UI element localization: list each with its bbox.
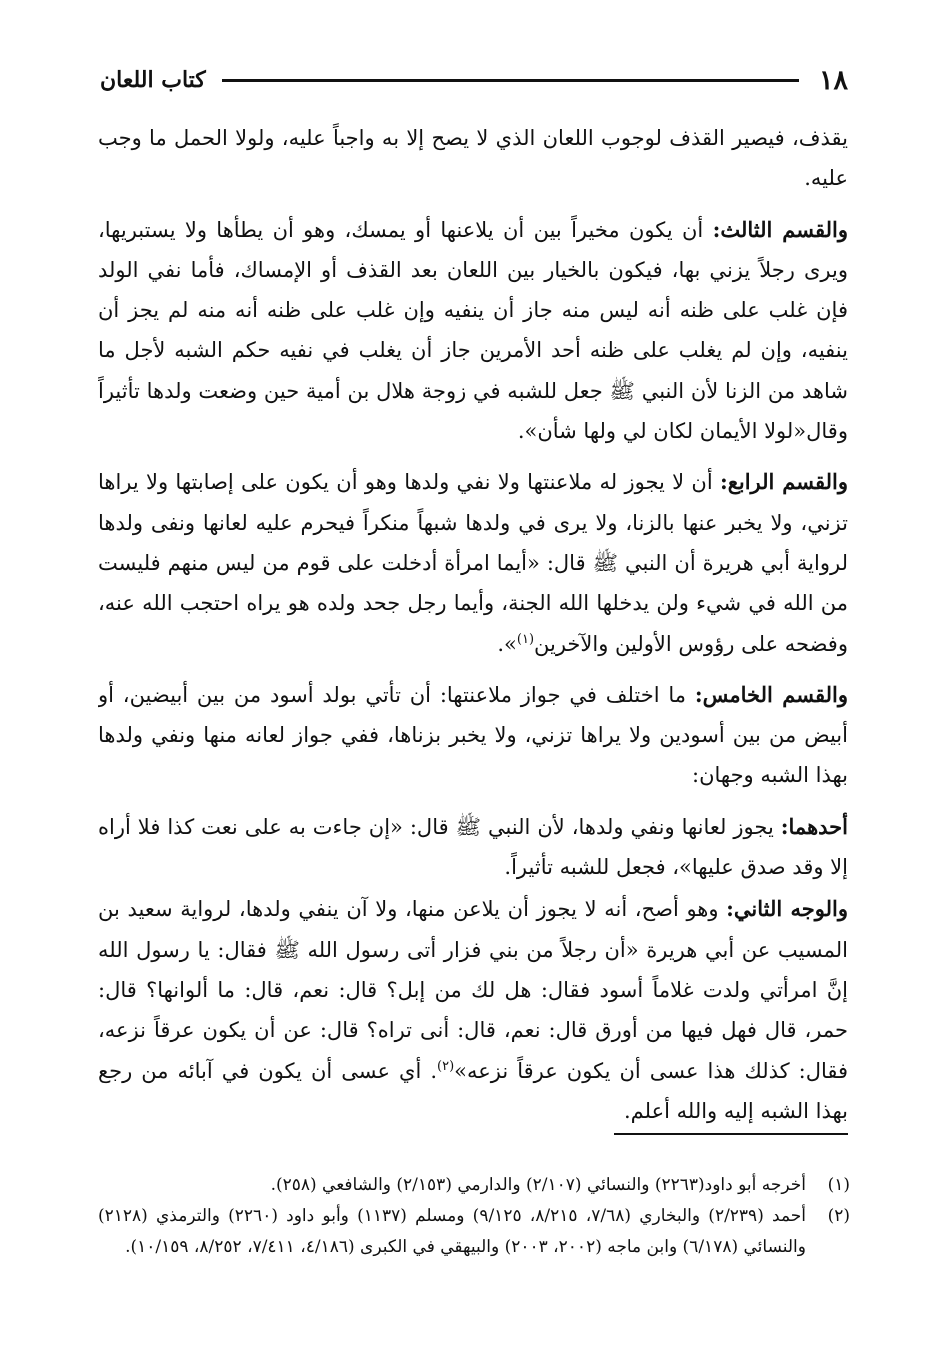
footnote-text: أحمد (٢/٢٣٩) والبخاري (٧/٦٨، ٨/٢١٥، ٩/١٢٥) ومسلم (١١٣٧) وأبو داود (٢٢٦٠) والترمذي (٢١٢٨) والنسائي (٦/١٧٨) وابن ماجه (٢٠٠٢، ٢٠٠٣) والبيهقي في الكبرى (٤/١٨٦، ٧/٤١١، ٨/٢٥٢، ١٠/١٥٩). — [98, 1206, 807, 1257]
paragraph-2 — [98, 210, 848, 452]
footnote-separator — [614, 1133, 848, 1135]
paragraph-1 — [98, 118, 848, 199]
paragraph-6 — [98, 889, 848, 1128]
footnote-mark: (٢) — [827, 1206, 850, 1226]
book-title: كتاب اللعان — [100, 67, 206, 93]
footnote-text: أخرجه أبو داود(٢٢٦٣) والنسائي (٢/١٠٧) والدارمي (٢/١٥٣) والشافعي (٢٥٨). — [270, 1175, 806, 1195]
paragraph-text-end: . أي عسى أن يكون في آبائه من رجع بهذا الشبه إليه والله أعلم. — [98, 1058, 848, 1123]
footnote-mark: (١) — [827, 1175, 850, 1195]
paragraph-text: أن لا يجوز له ملاعنتها ولا نفي ولدها وهو أن يكون على إصابتها ولا يراها تزني، ولا يخبر عنها بالزنا، ولا يرى في ولدها شبهاً منكراً فيحرم عليه لعانها ونفى ولدها لرواية أبي هريرة أن النبي ﷺ قال: «أيما امرأة أدخلت على قوم من ليس منهم فليست من الله في شيء ولن يدخلها الله الجنة، وأيما رجل جحد ولده هو يراه احتجب الله عنه، وفضحه على رؤوس الأولين والآخرين — [98, 470, 848, 656]
paragraph-3 — [98, 462, 848, 663]
footnote-ref: (٢) — [437, 1058, 455, 1074]
paragraph-4 — [98, 675, 848, 796]
paragraph-text: أن يكون مخيراً بين أن يلاعنها أو يمسك، وهو أن يطأها ولا يستبريها، ويرى رجلاً يزني بها، فيكون بالخيار بين اللعان بعد القذف أو الإمساك، فأما نفي الولد فإن غلب على ظنه أنه ليس منه جاز أن ينفيه وإن غلب على ظنه أنه منه لم يجز أن ينفيه، وإن لم يغلب على ظنه أحد الأمرين جاز أن يغلب في نفيه حكم الشبه لأجل ما شاهد من الزنا لأن النبي ﷺ جعل للشبه في زوجة هلال بن أمية حين وضعت ولدها تأثيراً وقال«لولا الأيمان لكان لي ولها شأن». — [98, 217, 848, 444]
section-lead: والوجه الثاني: — [726, 896, 848, 922]
running-header — [100, 60, 848, 100]
paragraph-text: يجوز لعانها ونفي ولدها، لأن النبي ﷺ قال: «إن جاءت به على نعت كذا فلا أراه إلا وقد صدق عليها»، فجعل للشبه تأثيراً. — [98, 814, 848, 880]
main-text — [98, 118, 848, 1128]
footnote-2 — [98, 1201, 850, 1263]
paragraph-5 — [98, 807, 848, 888]
section-lead: والقسم الرابع: — [719, 469, 848, 495]
page-number: ١٨ — [818, 64, 848, 96]
paragraph-text: وهو أصح، أنه لا يجوز أن يلاعن منها، ولا آن ينفي ولدها، لرواية سعيد بن المسيب عن أبي هريرة «أن رجلاً من بني فزار أتى رسول الله ﷺ فقال: يا رسول الله إنَّ امرأتي ولدت غلاماً أسود فقال: هل لك من إبل؟ قال: نعم، قال: ما ألوانها؟ قال: حمر، قال فهل فيها من أورق قال: نعم، قال: أنى تراه؟ قال: عن أن يكون عرقاً نزعه، فقال: كذلك هذا عسى أن يكون عرقاً نزعه» — [98, 897, 848, 1083]
paragraph-text: يقذف، فيصير القذف لوجوب اللعان الذي لا يصح إلا به واجباً عليه، ولولا الحمل ما وجب عليه. — [98, 126, 848, 191]
footnotes — [98, 1170, 850, 1330]
footnote-1 — [98, 1170, 850, 1201]
header-rule — [222, 79, 799, 82]
section-lead: والقسم الثالث: — [712, 216, 848, 242]
paragraph-text-end: ». — [497, 631, 517, 656]
section-lead: والقسم الخامس: — [694, 681, 848, 707]
paragraph-text: ما اختلف في جواز ملاعنتها: أن تأتي بولد أسود من بين أبيضين، أو أبيض من بين أسودين ولا يراها تزني، ولا يخبر بزناها، ففي جواز لعانه منها ونفي ولدها بهذا الشبه وجهان: — [98, 682, 848, 788]
footnote-ref: (١) — [516, 631, 535, 647]
section-lead: أحدهما: — [780, 813, 848, 839]
